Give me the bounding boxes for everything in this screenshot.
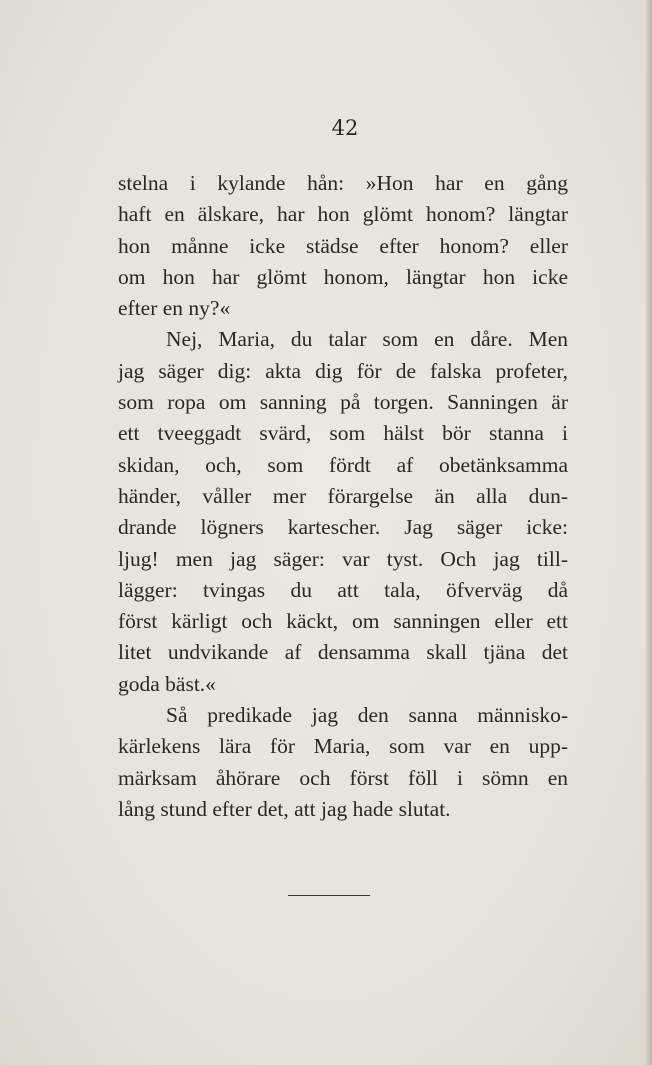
text-line: ett tveeggadt svärd, som hälst bör stanna i [118, 421, 568, 446]
text-line: händer, våller mer förargelse än alla dun- [118, 483, 568, 508]
text-line: kärlekens lära för Maria, som var en upp- [118, 734, 568, 759]
text-line: Nej, Maria, du talar som en dåre. Men [166, 327, 568, 352]
text-line: om hon har glömt honom, längtar hon icke [118, 264, 568, 289]
text-line: drande lögners kartescher. Jag säger icke: [118, 515, 568, 540]
text-line: först kärligt och käckt, om sanningen eller ett [118, 609, 568, 634]
end-rule [288, 895, 370, 896]
text-line: ljug! men jag säger: var tyst. Och jag till- [118, 546, 568, 571]
page-edge [646, 0, 652, 1065]
text-line: efter en ny?« [118, 296, 231, 321]
text-line: litet undvikande af densamma skall tjäna det [118, 640, 568, 665]
text-line: goda bäst.« [118, 671, 216, 696]
text-line: som ropa om sanning på torgen. Sanningen är [118, 390, 568, 415]
text-line: haft en älskare, har hon glömt honom? längtar [118, 202, 568, 227]
text-line: stelna i kylande hån: »Hon har en gång [118, 171, 568, 195]
text-line: märksam åhörare och först föll i sömn en [118, 765, 568, 790]
text-line: hon månne icke städse efter honom? eller [118, 233, 568, 258]
text-line: lång stund efter det, att jag hade slutat. [118, 796, 451, 821]
text-line: Så predikade jag den sanna människo- [166, 703, 568, 728]
body-text [118, 168, 568, 825]
text-line: lägger: tvingas du att tala, öfverväg då [118, 577, 568, 602]
text-line: skidan, och, som fördt af obetänksamma [118, 452, 568, 477]
page-number: 42 [331, 116, 359, 140]
text-line: jag säger dig: akta dig för de falska profeter, [118, 358, 568, 383]
